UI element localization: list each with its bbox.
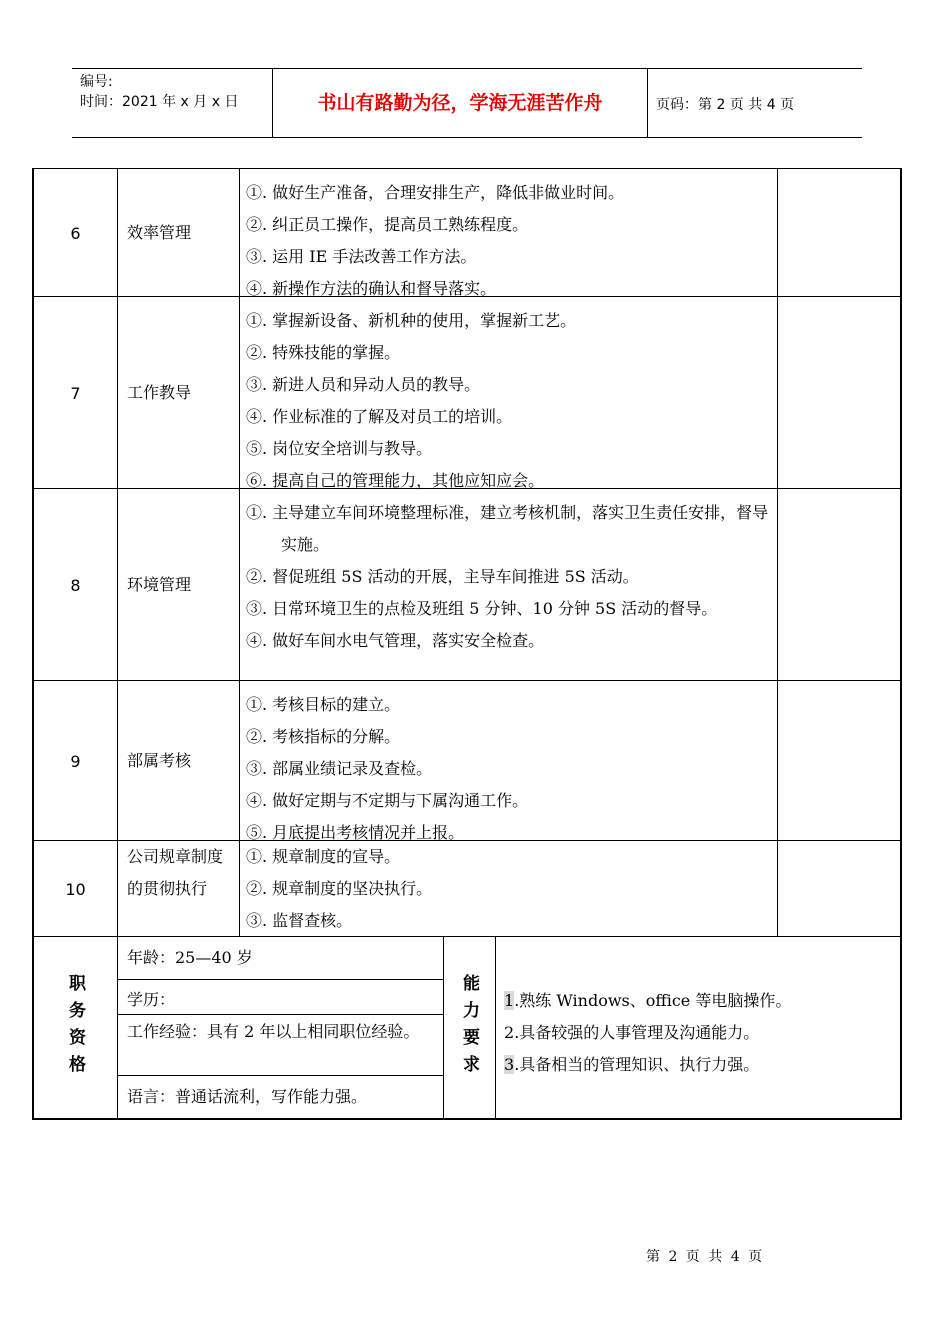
- ability-label: 能力要求: [459, 974, 479, 1082]
- row-number: 6: [34, 169, 118, 297]
- page-label: 页码：第 2 页 共 4 页: [656, 97, 795, 113]
- ability-list: [496, 937, 900, 1119]
- time-label: 时间：2021 年 x 月 x 日: [80, 94, 239, 110]
- desc-line: ①. 做好生产准备，合理安排生产，降低非做业时间。: [246, 183, 625, 202]
- experience-field: 工作经验：具有 2 年以上相同职位经验。: [118, 1015, 444, 1076]
- age-field: 年龄：25—40 岁: [118, 937, 444, 980]
- page-footer: 第 2 页 共 4 页: [646, 1249, 765, 1265]
- code-label: 编号:: [80, 74, 113, 90]
- desc-line: ③. 监督查核。: [246, 911, 353, 930]
- desc-line: ②. 规章制度的坚决执行。: [246, 879, 433, 898]
- row-number: 9: [34, 681, 118, 841]
- language-field: 语言：普通话流利，写作能力强。: [127, 1087, 368, 1106]
- desc-line: ④. 作业标准的了解及对员工的培训。: [246, 407, 513, 426]
- table-row: [34, 488, 900, 680]
- desc-line: ②. 督促班组 5S 活动的开展，主导车间推进 5S 活动。: [246, 567, 639, 586]
- item-text: .具备相当的管理知识、执行力强。: [514, 1055, 760, 1074]
- desc-line: ①. 掌握新设备、新机种的使用，掌握新工艺。: [246, 311, 577, 330]
- desc-line: ①. 规章制度的宣导。: [246, 847, 401, 866]
- item-number: 3: [504, 1055, 515, 1074]
- list-item: [504, 1049, 900, 1081]
- item-number: 1: [504, 991, 515, 1010]
- desc-line: ③. 新进人员和异动人员的教导。: [246, 375, 481, 394]
- row-remarks: [778, 489, 900, 681]
- row-item: 部属考核: [118, 681, 240, 841]
- row-number: 10: [34, 841, 118, 937]
- qualification-fields: [118, 937, 444, 1119]
- table-row: [34, 840, 900, 936]
- row-description: [240, 841, 778, 937]
- desc-line: ①. 主导建立车间环境整理标准，建立考核机制，落实卫生责任安排，督导实施。: [246, 503, 769, 554]
- desc-line: ③. 运用 IE 手法改善工作方法。: [246, 247, 477, 266]
- table-row: [34, 680, 900, 840]
- row-item: 效率管理: [118, 169, 240, 297]
- row-description: [240, 169, 778, 297]
- header-meta: [72, 69, 273, 137]
- table-row: [34, 296, 900, 488]
- row-description: [240, 489, 778, 681]
- row-remarks: [778, 169, 900, 297]
- row-item: 环境管理: [118, 489, 240, 681]
- desc-line: ⑥. 提高自己的管理能力，其他应知应会。: [246, 471, 545, 490]
- desc-line: ③. 部属业绩记录及查检。: [246, 759, 433, 778]
- desc-line: ③. 日常环境卫生的点检及班组 5 分钟、10 分钟 5S 活动的督导。: [246, 599, 718, 618]
- row-description: [240, 681, 778, 841]
- qualification-label-cell: [34, 937, 118, 1119]
- desc-line: ④. 做好车间水电气管理，落实安全检查。: [246, 631, 545, 650]
- list-item: [504, 985, 900, 1017]
- desc-line: ②. 纠正员工操作，提高员工熟练程度。: [246, 215, 529, 234]
- item-text: .具备较强的人事管理及沟通能力。: [514, 1023, 760, 1042]
- ability-label-cell: [444, 937, 496, 1119]
- qualification-label: 职务资格: [65, 974, 85, 1082]
- row-remarks: [778, 681, 900, 841]
- row-remarks: [778, 297, 900, 489]
- duty-table: [32, 168, 902, 1120]
- desc-line: ①. 考核目标的建立。: [246, 695, 401, 714]
- desc-line: ④. 新操作方法的确认和督导落实。: [246, 279, 497, 298]
- row-description: [240, 297, 778, 489]
- item-text: .熟练 Windows、office 等电脑操作。: [514, 991, 792, 1010]
- motto: 书山有路勤为径，学海无涯苦作舟: [317, 92, 603, 114]
- list-item: [504, 1017, 900, 1049]
- item-number: 2: [504, 1023, 515, 1042]
- desc-line: ⑤. 岗位安全培训与教导。: [246, 439, 433, 458]
- desc-line: ⑤. 月底提出考核情况并上报。: [246, 823, 465, 842]
- education-field: 学历：: [118, 980, 444, 1015]
- header-page-cell: [648, 69, 862, 137]
- row-number: 7: [34, 297, 118, 489]
- row-item: 工作教导: [118, 297, 240, 489]
- desc-line: ④. 做好定期与不定期与下属沟通工作。: [246, 791, 529, 810]
- header-motto-cell: [273, 69, 648, 137]
- desc-line: ②. 考核指标的分解。: [246, 727, 401, 746]
- row-remarks: [778, 841, 900, 937]
- table-row: [34, 168, 900, 296]
- page-header: [72, 68, 862, 138]
- qualification-section: [34, 936, 900, 1119]
- desc-line: ②. 特殊技能的掌握。: [246, 343, 401, 362]
- row-item: 公司规章制度的贯彻执行: [118, 841, 240, 937]
- row-number: 8: [34, 489, 118, 681]
